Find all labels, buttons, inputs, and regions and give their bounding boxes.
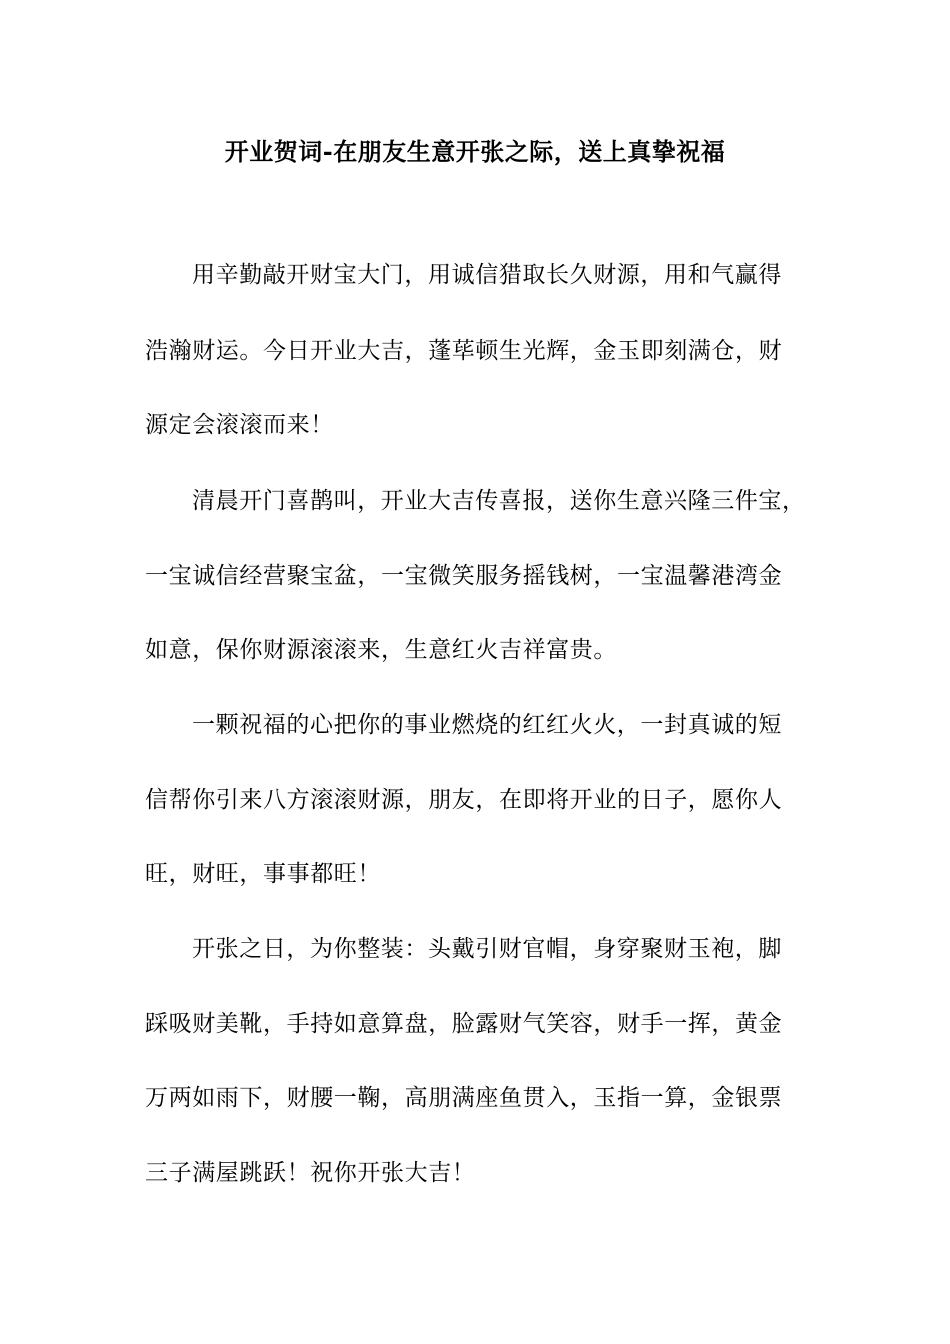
paragraph-1-line-3: 源定会滚滚而来！	[145, 412, 334, 438]
document-title: 开业贺词-在朋友生意开张之际，送上真挚祝福	[224, 137, 726, 166]
paragraph-1-line-1: 用辛勤敲开财宝大门，用诚信猎取长久财源，用和气赢得	[192, 262, 782, 288]
paragraph-3-line-1: 一颗祝福的心把你的事业燃烧的红红火火，一封真诚的短	[192, 712, 782, 738]
paragraph-2-line-3: 如意，保你财源滚滚来，生意红火吉祥富贵。	[145, 637, 617, 663]
paragraph-1-line-2: 浩瀚财运。今日开业大吉，蓬荜顿生光辉，金玉即刻满仓，财	[145, 338, 783, 364]
paragraph-3-line-2: 信帮你引来八方滚滚财源，朋友，在即将开业的日子，愿你人	[145, 787, 783, 813]
paragraph-4-line-1: 开张之日，为你整装：头戴引财官帽，身穿聚财玉袍，脚	[192, 936, 782, 962]
paragraph-2-line-2: 一宝诚信经营聚宝盆，一宝微笑服务摇钱树，一宝温馨港湾金	[145, 563, 783, 589]
paragraph-2-line-1: 清晨开门喜鹊叫，开业大吉传喜报，送你生意兴隆三件宝，	[192, 488, 806, 514]
paragraph-4-line-3: 万两如雨下，财腰一鞠，高朋满座鱼贯入，玉指一算，金银票	[145, 1085, 783, 1111]
paragraph-3-line-3: 旺，财旺，事事都旺！	[145, 861, 381, 887]
paragraph-4-line-2: 踩吸财美靴，手持如意算盘，脸露财气笑容，财手一挥，黄金	[145, 1011, 783, 1037]
paragraph-4-line-4: 三子满屋跳跃！祝你开张大吉！	[145, 1160, 476, 1186]
